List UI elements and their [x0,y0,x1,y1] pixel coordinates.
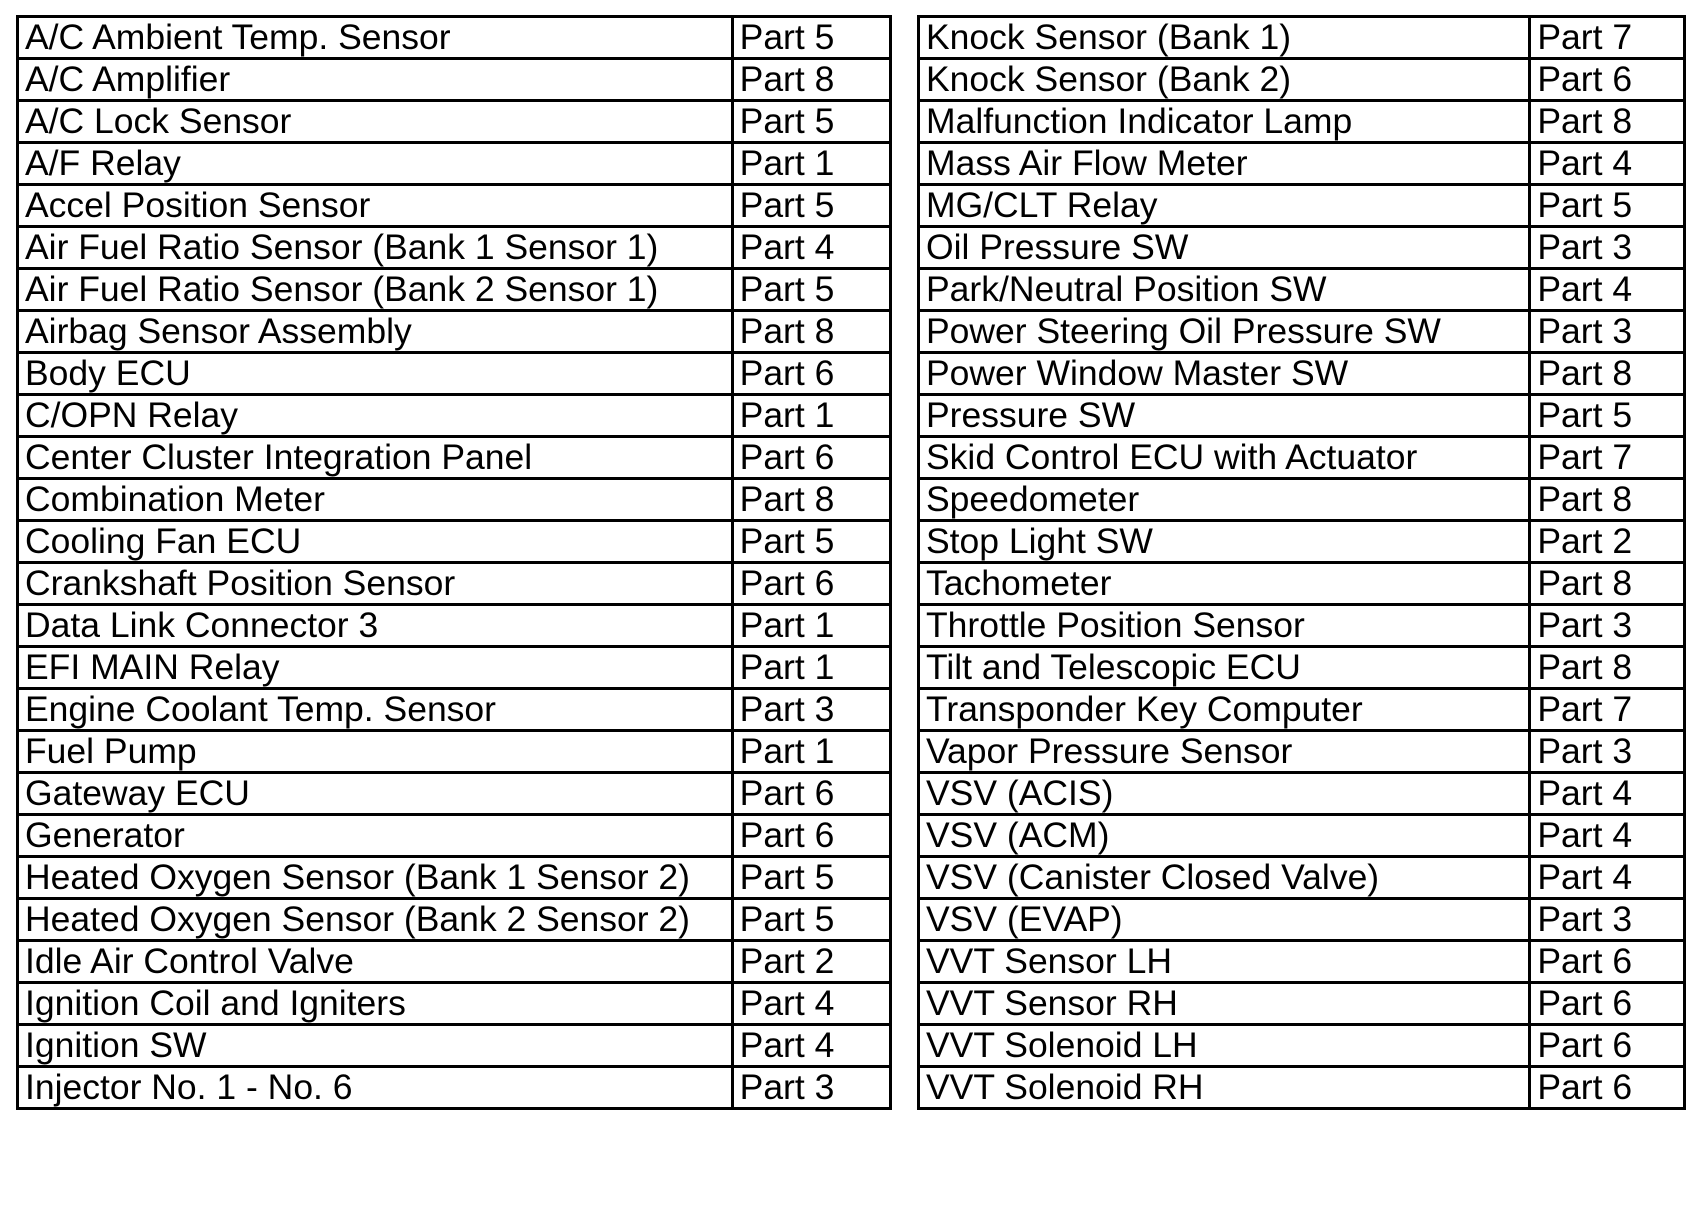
part-reference-cell: Part 6 [732,773,890,815]
part-reference-cell: Part 4 [1530,773,1685,815]
table-row [919,59,1685,101]
table-row [18,689,891,731]
table-row [919,605,1685,647]
part-reference-cell: Part 3 [1530,311,1685,353]
part-reference-cell: Part 6 [1530,1025,1685,1067]
component-name-cell: VVT Sensor LH [919,941,1530,983]
component-name-cell: VVT Solenoid LH [919,1025,1530,1067]
component-name-cell: A/C Lock Sensor [18,101,733,143]
part-reference-cell: Part 8 [732,59,890,101]
component-name-cell: Engine Coolant Temp. Sensor [18,689,733,731]
part-reference-cell: Part 8 [1530,101,1685,143]
component-name-cell: Airbag Sensor Assembly [18,311,733,353]
component-name-cell: Speedometer [919,479,1530,521]
component-name-cell: Stop Light SW [919,521,1530,563]
part-reference-cell: Part 1 [732,647,890,689]
part-reference-cell: Part 6 [732,815,890,857]
part-reference-cell: Part 3 [1530,227,1685,269]
table-row [18,941,891,983]
left-component-table [16,15,892,1110]
part-reference-cell: Part 7 [1530,437,1685,479]
component-name-cell: Accel Position Sensor [18,185,733,227]
table-row [919,269,1685,311]
component-name-cell: A/C Amplifier [18,59,733,101]
table-row [18,857,891,899]
part-reference-cell: Part 8 [1530,563,1685,605]
component-name-cell: VVT Solenoid RH [919,1067,1530,1109]
table-row [18,479,891,521]
part-reference-cell: Part 4 [732,983,890,1025]
part-reference-cell: Part 2 [1530,521,1685,563]
part-reference-cell: Part 1 [732,605,890,647]
part-reference-cell: Part 8 [1530,353,1685,395]
table-row [18,101,891,143]
table-row [18,227,891,269]
component-name-cell: Park/Neutral Position SW [919,269,1530,311]
table-row [18,899,891,941]
part-reference-cell: Part 7 [1530,17,1685,59]
part-reference-cell: Part 4 [732,1025,890,1067]
component-name-cell: VSV (ACIS) [919,773,1530,815]
part-reference-cell: Part 8 [1530,479,1685,521]
part-reference-cell: Part 6 [732,353,890,395]
component-name-cell: Power Steering Oil Pressure SW [919,311,1530,353]
component-name-cell: Transponder Key Computer [919,689,1530,731]
component-name-cell: Power Window Master SW [919,353,1530,395]
component-name-cell: Idle Air Control Valve [18,941,733,983]
part-reference-cell: Part 2 [732,941,890,983]
part-reference-cell: Part 4 [1530,269,1685,311]
part-reference-cell: Part 3 [732,689,890,731]
component-name-cell: Air Fuel Ratio Sensor (Bank 2 Sensor 1) [18,269,733,311]
part-reference-cell: Part 5 [732,521,890,563]
component-name-cell: Throttle Position Sensor [919,605,1530,647]
part-reference-cell: Part 6 [1530,983,1685,1025]
component-name-cell: Heated Oxygen Sensor (Bank 2 Sensor 2) [18,899,733,941]
table-row [919,437,1685,479]
table-row [18,647,891,689]
right-table-body [919,17,1685,1109]
part-reference-cell: Part 5 [732,101,890,143]
part-reference-cell: Part 4 [1530,815,1685,857]
table-row [919,899,1685,941]
table-row [919,227,1685,269]
table-row [919,815,1685,857]
component-name-cell: Air Fuel Ratio Sensor (Bank 1 Sensor 1) [18,227,733,269]
component-name-cell: Malfunction Indicator Lamp [919,101,1530,143]
component-name-cell: Gateway ECU [18,773,733,815]
component-name-cell: Ignition SW [18,1025,733,1067]
component-name-cell: VSV (Canister Closed Valve) [919,857,1530,899]
table-row [18,311,891,353]
part-reference-cell: Part 4 [1530,857,1685,899]
part-reference-cell: Part 1 [732,143,890,185]
part-reference-cell: Part 5 [1530,395,1685,437]
component-name-cell: Oil Pressure SW [919,227,1530,269]
component-name-cell: Tachometer [919,563,1530,605]
table-row [18,773,891,815]
table-row [18,1067,891,1109]
table-gap [892,15,917,1185]
part-reference-cell: Part 3 [1530,731,1685,773]
table-row [919,311,1685,353]
table-row [919,101,1685,143]
part-reference-cell: Part 4 [732,227,890,269]
table-row [18,815,891,857]
component-name-cell: Combination Meter [18,479,733,521]
table-row [18,353,891,395]
table-row [919,479,1685,521]
table-row [18,437,891,479]
left-table-body [18,17,891,1109]
component-name-cell: MG/CLT Relay [919,185,1530,227]
component-name-cell: Mass Air Flow Meter [919,143,1530,185]
part-reference-cell: Part 6 [732,437,890,479]
table-row [919,941,1685,983]
component-name-cell: VSV (EVAP) [919,899,1530,941]
part-reference-cell: Part 4 [1530,143,1685,185]
component-name-cell: VSV (ACM) [919,815,1530,857]
part-reference-cell: Part 5 [1530,185,1685,227]
table-row [18,521,891,563]
right-component-table [917,15,1686,1110]
table-row [919,143,1685,185]
table-row [18,269,891,311]
part-reference-cell: Part 1 [732,731,890,773]
table-row [18,395,891,437]
table-row [18,605,891,647]
table-row [919,983,1685,1025]
component-name-cell: Ignition Coil and Igniters [18,983,733,1025]
part-reference-cell: Part 5 [732,185,890,227]
table-row [18,185,891,227]
table-row [919,1025,1685,1067]
part-reference-cell: Part 5 [732,17,890,59]
component-name-cell: Data Link Connector 3 [18,605,733,647]
component-name-cell: Fuel Pump [18,731,733,773]
part-reference-cell: Part 6 [732,563,890,605]
component-name-cell: EFI MAIN Relay [18,647,733,689]
table-row [18,17,891,59]
table-row [18,1025,891,1067]
component-name-cell: Body ECU [18,353,733,395]
part-reference-cell: Part 7 [1530,689,1685,731]
part-reference-cell: Part 1 [732,395,890,437]
part-reference-cell: Part 8 [732,479,890,521]
table-row [18,563,891,605]
table-row [919,1067,1685,1109]
part-reference-cell: Part 8 [732,311,890,353]
component-name-cell: A/F Relay [18,143,733,185]
table-row [919,395,1685,437]
table-row [919,563,1685,605]
part-reference-cell: Part 3 [732,1067,890,1109]
table-row [919,185,1685,227]
component-name-cell: Heated Oxygen Sensor (Bank 1 Sensor 2) [18,857,733,899]
table-row [919,521,1685,563]
part-reference-cell: Part 6 [1530,1067,1685,1109]
component-name-cell: Knock Sensor (Bank 2) [919,59,1530,101]
table-row [18,983,891,1025]
part-reference-cell: Part 5 [732,899,890,941]
part-reference-cell: Part 5 [732,269,890,311]
component-name-cell: Tilt and Telescopic ECU [919,647,1530,689]
part-reference-cell: Part 6 [1530,941,1685,983]
part-reference-cell: Part 5 [732,857,890,899]
component-name-cell: A/C Ambient Temp. Sensor [18,17,733,59]
component-name-cell: Knock Sensor (Bank 1) [919,17,1530,59]
component-name-cell: Vapor Pressure Sensor [919,731,1530,773]
table-row [919,857,1685,899]
component-name-cell: Center Cluster Integration Panel [18,437,733,479]
table-row [919,773,1685,815]
part-reference-cell: Part 3 [1530,605,1685,647]
component-name-cell: Skid Control ECU with Actuator [919,437,1530,479]
table-row [18,731,891,773]
table-row [18,59,891,101]
table-row [919,689,1685,731]
table-row [919,17,1685,59]
part-reference-cell: Part 3 [1530,899,1685,941]
component-name-cell: Pressure SW [919,395,1530,437]
part-reference-cell: Part 8 [1530,647,1685,689]
component-name-cell: Crankshaft Position Sensor [18,563,733,605]
table-row [919,353,1685,395]
component-name-cell: Generator [18,815,733,857]
component-name-cell: C/OPN Relay [18,395,733,437]
component-name-cell: Injector No. 1 - No. 6 [18,1067,733,1109]
component-name-cell: VVT Sensor RH [919,983,1530,1025]
table-row [18,143,891,185]
component-name-cell: Cooling Fan ECU [18,521,733,563]
table-row [919,647,1685,689]
table-row [919,731,1685,773]
part-reference-cell: Part 6 [1530,59,1685,101]
